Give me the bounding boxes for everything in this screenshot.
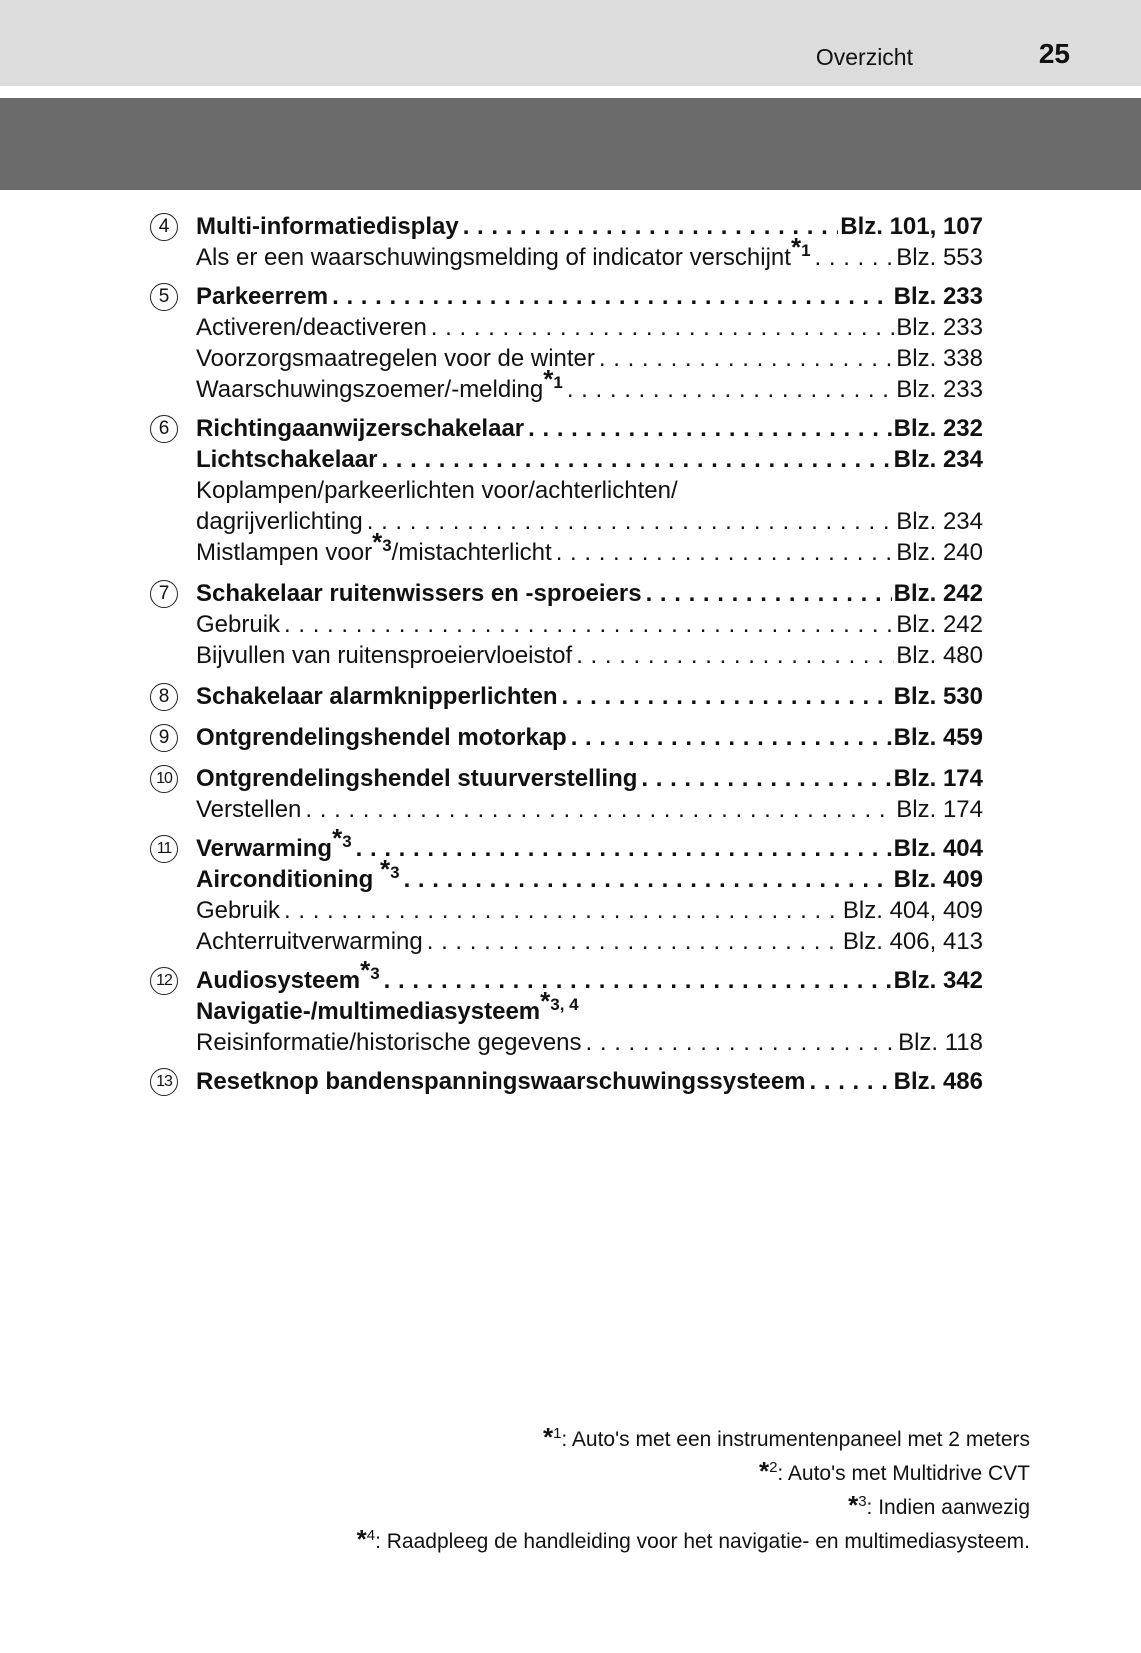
entry-label: Audiosysteem$^{*3}$: [196, 955, 380, 994]
page-reference: Blz. 234: [896, 508, 983, 535]
leader-dots: [381, 444, 891, 475]
page-reference: Blz. 233: [893, 283, 983, 310]
toc-entry: [196, 413, 983, 444]
page-reference: Blz. 234: [893, 446, 983, 473]
page-reference: Blz. 406, 413: [842, 928, 983, 955]
page-reference: Blz. 459: [893, 724, 983, 751]
leader-dots: [384, 965, 892, 996]
entry-label: Achterruitverwarming: [196, 928, 423, 955]
toc-list: [150, 211, 990, 1105]
footnotes: [230, 1420, 1030, 1556]
toc-group: [150, 211, 990, 273]
toc-group: [150, 578, 990, 671]
callout-number: 12: [150, 967, 178, 995]
leader-dots: [586, 1027, 897, 1058]
entry-label: Koplampen/parkeerlichten voor/achterlichten/: [196, 477, 678, 504]
callout-number: 9: [150, 724, 178, 752]
page-reference: Blz. 174: [896, 796, 983, 823]
toc-entry: [196, 763, 983, 794]
leader-dots: [367, 506, 895, 537]
entry-label: Schakelaar ruitenwissers en -sproeiers: [196, 580, 642, 607]
callout-number: 8: [150, 683, 178, 711]
leader-dots: [463, 211, 839, 242]
toc-entry: [196, 1066, 983, 1097]
leader-dots: [562, 681, 892, 712]
toc-entry: [196, 281, 983, 312]
toc-group: [150, 281, 990, 405]
callout-number: 13: [150, 1068, 178, 1096]
toc-entry: [196, 895, 983, 926]
toc-entry: [196, 609, 983, 640]
page-reference: Blz. 553: [896, 244, 983, 271]
toc-entry: [196, 722, 983, 753]
entry-label: Resetknop bandenspanningswaarschuwingssysteem: [196, 1068, 806, 1095]
page-reference: Blz. 480: [896, 642, 983, 669]
toc-group: [150, 722, 990, 753]
toc-entry: [196, 232, 983, 273]
page-header: [0, 0, 1141, 86]
footnote-ref: *3: [379, 854, 400, 884]
footnote: *$^4$: Raadpleeg de handleiding voor het navigatie- en multimediasysteem.: [356, 1524, 1030, 1554]
toc-entry: [196, 955, 983, 996]
leader-dots: [646, 578, 892, 609]
toc-entry: [196, 640, 983, 671]
footnote-ref: *3: [332, 823, 352, 853]
leader-dots: [356, 833, 892, 864]
entry-label: Airconditioning $^{*3}$: [196, 854, 400, 893]
header-band: [0, 98, 1141, 190]
entry-label: Schakelaar alarmknipperlichten: [196, 683, 558, 710]
leader-dots: [431, 312, 894, 343]
entry-label: Reisinformatie/historische gegevens: [196, 1029, 582, 1056]
leader-dots: [427, 926, 841, 957]
entry-label: Gebruik: [196, 611, 281, 638]
page-reference: Blz. 242: [893, 580, 983, 607]
toc-entry: [196, 364, 983, 405]
entry-label: Voorzorgsmaatregelen voor de winter: [196, 345, 595, 372]
toc-entry: [196, 343, 983, 374]
footnote: *$^3$: Indien aanwezig: [848, 1490, 1030, 1520]
toc-entry: [196, 986, 983, 1027]
callout-number: 11: [150, 835, 178, 863]
page-reference: Blz. 232: [893, 415, 983, 442]
footnote-ref: *3, 4: [540, 986, 579, 1016]
leader-dots: [815, 242, 895, 273]
toc-entry: [196, 211, 983, 242]
entry-label: dagrijverlichting: [196, 508, 363, 535]
page-reference: Blz. 409: [893, 866, 983, 893]
entry-label: Waarschuwingszoemer/-melding$^{*1}$: [196, 364, 563, 403]
toc-entry: [196, 1027, 983, 1058]
callout-number: 4: [150, 213, 178, 241]
page-reference: Blz. 174: [893, 765, 983, 792]
page-reference: Blz. 240: [896, 539, 983, 566]
leader-dots: [528, 413, 891, 444]
footnote-ref: *3: [360, 955, 380, 985]
footnote-ref: *1: [790, 232, 811, 262]
toc-entry: [196, 506, 983, 537]
toc-group: [150, 823, 990, 957]
entry-label: Richtingaanwijzerschakelaar: [196, 415, 525, 442]
page-reference: Blz. 242: [896, 611, 983, 638]
toc-entry: [196, 794, 983, 825]
toc-entry: [196, 444, 983, 475]
footnote-ref: *3: [372, 527, 392, 557]
leader-dots: [305, 794, 894, 825]
entry-label: Parkeerrem: [196, 283, 329, 310]
toc-entry: [196, 854, 983, 895]
toc-entry: [196, 527, 983, 568]
toc-entry: [196, 823, 983, 864]
leader-dots: [641, 763, 891, 794]
toc-group: [150, 1066, 990, 1097]
entry-label: Lichtschakelaar: [196, 446, 378, 473]
footnote: *$^2$: Auto's met Multidrive CVT: [758, 1456, 1030, 1486]
entry-label: Navigatie-/multimediasysteem$^{*3, 4}$: [196, 986, 579, 1025]
callout-number: 6: [150, 415, 178, 443]
toc-group: [150, 681, 990, 712]
callout-number: 5: [150, 283, 178, 311]
leader-dots: [571, 722, 892, 753]
entry-label: Gebruik: [196, 897, 281, 924]
section-title: Overzicht: [815, 44, 913, 70]
leader-dots: [332, 281, 892, 312]
toc-entry: [196, 578, 983, 609]
page-reference: Blz. 118: [898, 1029, 983, 1056]
footnote-ref: *1: [543, 364, 563, 394]
page-reference: Blz. 101, 107: [840, 213, 983, 240]
entry-label: Verstellen: [196, 796, 302, 823]
leader-dots: [284, 609, 894, 640]
leader-dots: [567, 374, 894, 405]
leader-dots: [284, 895, 841, 926]
entry-label: Mistlampen voor$^{*3}$/mistachterlicht: [196, 527, 552, 566]
leader-dots: [810, 1066, 892, 1097]
page-reference: Blz. 338: [896, 345, 983, 372]
page-reference: Blz. 404: [893, 835, 983, 862]
entry-label: Activeren/deactiveren: [196, 314, 427, 341]
toc-group: [150, 955, 990, 1058]
toc-entry: [196, 681, 983, 712]
toc-group: [150, 413, 990, 568]
toc-entry: [196, 475, 983, 506]
footnote: *$^1$: Auto's met een instrumentenpaneel met 2 meters: [542, 1422, 1030, 1452]
toc-entry: [196, 926, 983, 957]
leader-dots: [599, 343, 894, 374]
page-reference: Blz. 404, 409: [842, 897, 983, 924]
entry-label: Ontgrendelingshendel motorkap: [196, 724, 567, 751]
entry-label: Ontgrendelingshendel stuurverstelling: [196, 765, 638, 792]
page-reference: Blz. 233: [896, 314, 983, 341]
callout-number: 10: [150, 765, 178, 793]
leader-dots: [556, 537, 895, 568]
page-reference: Blz. 530: [893, 683, 983, 710]
page-reference: Blz. 233: [896, 376, 983, 403]
entry-label: Als er een waarschuwingsmelding of indicator verschijnt$^{*1}$: [196, 232, 811, 271]
page-reference: Blz. 486: [893, 1068, 983, 1095]
entry-label: Multi-informatiedisplay: [196, 213, 459, 240]
page-reference: Blz. 342: [893, 967, 983, 994]
toc-group: [150, 763, 990, 825]
entry-label: Bijvullen van ruitensproeiervloeistof: [196, 642, 573, 669]
toc-entry: [196, 312, 983, 343]
leader-dots: [404, 864, 892, 895]
page-number: 25: [1038, 38, 1070, 69]
callout-number: 7: [150, 580, 178, 608]
entry-label: Verwarming$^{*3}$: [196, 823, 352, 862]
leader-dots: [576, 640, 894, 671]
